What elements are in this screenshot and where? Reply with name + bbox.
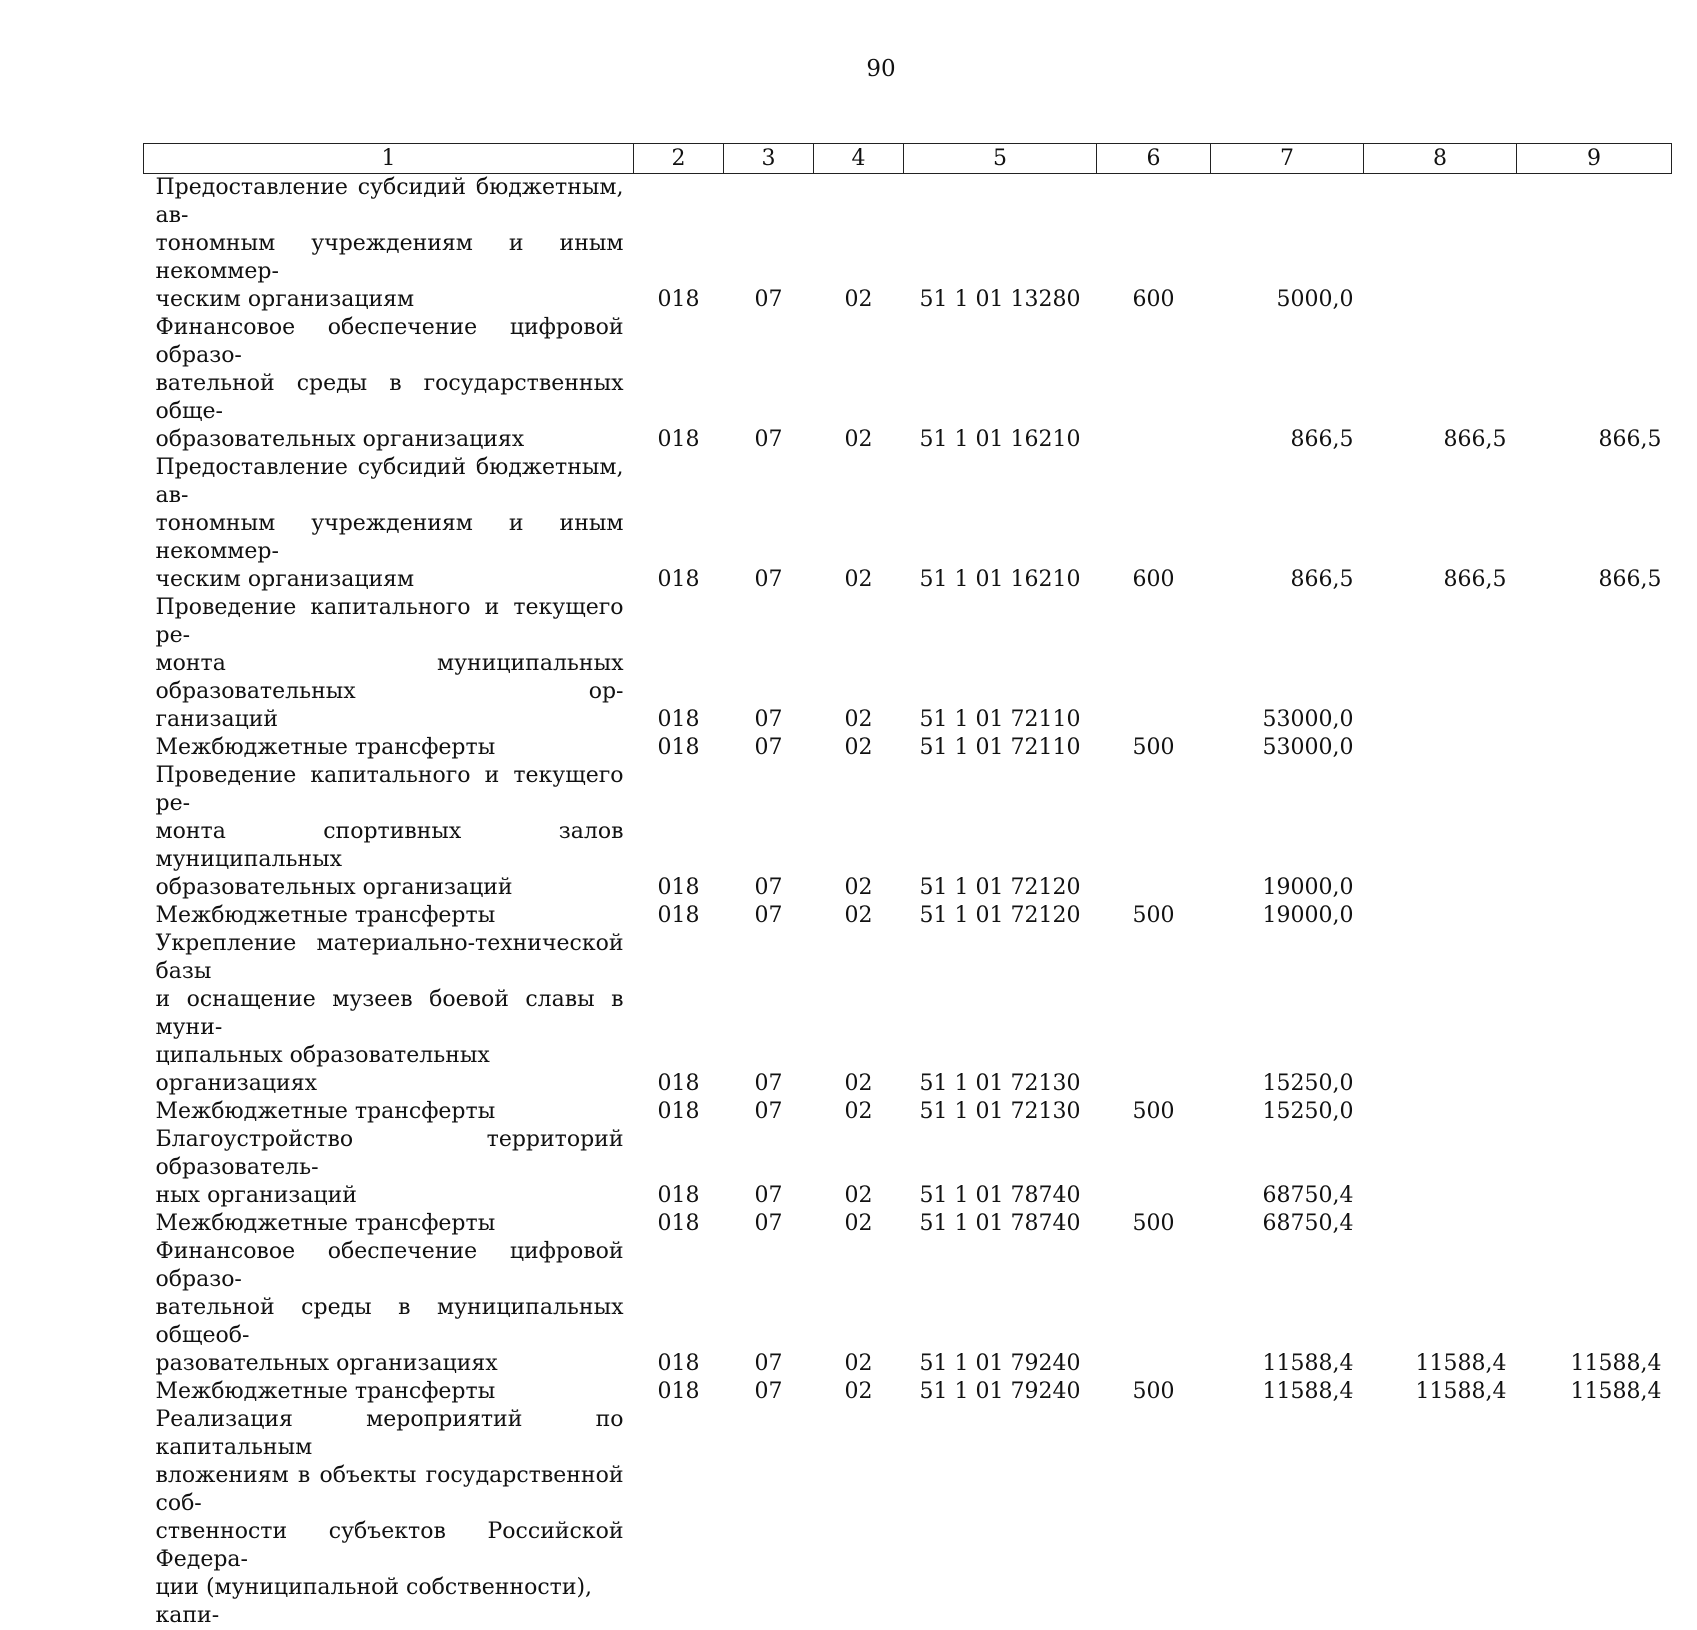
row-name-line: вательной среды в муниципальных общеоб-: [156, 1294, 624, 1350]
cell-expense-type: [1097, 930, 1211, 1098]
row-name-line: Межбюджетные трансферты: [156, 902, 624, 930]
cell-subsection: 07: [724, 1210, 814, 1238]
row-name: [144, 594, 634, 734]
table-body: [144, 174, 1672, 1630]
row-name-line: Межбюджетные трансферты: [156, 1378, 624, 1406]
cell-amount-7: 15250,0: [1211, 1098, 1364, 1126]
header-col-6: 6: [1097, 144, 1211, 174]
cell-amount-7: 19000,0: [1211, 902, 1364, 930]
row-name: [144, 902, 634, 930]
cell-amount-7: 11588,4: [1211, 1238, 1364, 1378]
cell-expense-type: [1097, 1238, 1211, 1378]
cell-amount-7: 11588,4: [1211, 1378, 1364, 1406]
cell-amount-8: [1364, 1210, 1517, 1238]
row-name-line: ции (муниципальной собственности), капи-: [156, 1574, 624, 1630]
cell-target-code: 51 1 01 79240: [904, 1378, 1097, 1406]
row-name-line: и оснащение музеев боевой славы в муни-: [156, 986, 624, 1042]
row-name-line: ческим организациям: [156, 566, 624, 594]
cell-group: 02: [814, 1210, 904, 1238]
row-name-line: Проведение капитального и текущего ре-: [156, 594, 624, 650]
budget-table: [143, 143, 1672, 1630]
row-name-line: Укрепление материально-технической базы: [156, 930, 624, 986]
cell-amount-9: [1517, 594, 1672, 734]
cell-amount-8: [1364, 594, 1517, 734]
cell-amount-9: [1517, 762, 1672, 902]
cell-subsection: 07: [724, 174, 814, 315]
row-name: [144, 1406, 634, 1630]
cell-amount-9: [1517, 1098, 1672, 1126]
page-number: 90: [0, 56, 1697, 82]
cell-group: [814, 1406, 904, 1630]
cell-expense-type: 500: [1097, 734, 1211, 762]
row-name: [144, 174, 634, 315]
row-name-line: Реализация мероприятий по капитальным: [156, 1406, 624, 1462]
cell-target-code: 51 1 01 72130: [904, 1098, 1097, 1126]
cell-target-code: 51 1 01 72120: [904, 762, 1097, 902]
header-row: [144, 144, 1672, 174]
row-name-line: вательной среды в государственных обще-: [156, 370, 624, 426]
cell-amount-8: 11588,4: [1364, 1378, 1517, 1406]
cell-group: 02: [814, 1378, 904, 1406]
cell-expense-type: 500: [1097, 902, 1211, 930]
cell-expense-type: [1097, 594, 1211, 734]
header-col-9: 9: [1517, 144, 1672, 174]
row-name-line: ципальных образовательных организациях: [156, 1042, 624, 1098]
table-row: [144, 902, 1672, 930]
row-name: [144, 930, 634, 1098]
row-name: [144, 314, 634, 454]
cell-subsection: 07: [724, 1378, 814, 1406]
row-name-line: ганизаций: [156, 706, 624, 734]
cell-subsection: [724, 1406, 814, 1630]
cell-section: 018: [634, 1238, 724, 1378]
table-row: [144, 1406, 1672, 1630]
cell-amount-8: [1364, 734, 1517, 762]
table-header: [144, 144, 1672, 174]
cell-amount-9: [1517, 1406, 1672, 1630]
cell-amount-8: [1364, 902, 1517, 930]
cell-subsection: 07: [724, 314, 814, 454]
cell-amount-8: 11588,4: [1364, 1238, 1517, 1378]
cell-group: 02: [814, 1126, 904, 1210]
header-col-1: 1: [144, 144, 634, 174]
row-name: [144, 762, 634, 902]
row-name-line: ных организаций: [156, 1182, 624, 1210]
cell-section: 018: [634, 762, 724, 902]
cell-expense-type: 600: [1097, 174, 1211, 315]
cell-target-code: 51 1 01 78740: [904, 1126, 1097, 1210]
cell-subsection: 07: [724, 762, 814, 902]
row-name: [144, 1098, 634, 1126]
cell-subsection: 07: [724, 734, 814, 762]
cell-group: 02: [814, 1098, 904, 1126]
row-name: [144, 1238, 634, 1378]
cell-amount-7: 866,5: [1211, 314, 1364, 454]
cell-section: 018: [634, 174, 724, 315]
cell-subsection: 07: [724, 1238, 814, 1378]
cell-group: 02: [814, 594, 904, 734]
cell-amount-9: [1517, 734, 1672, 762]
table-row: [144, 454, 1672, 594]
cell-expense-type: [1097, 1406, 1211, 1630]
cell-section: 018: [634, 454, 724, 594]
row-name-line: образовательных организациях: [156, 426, 624, 454]
row-name-line: Предоставление субсидий бюджетным, ав-: [156, 454, 624, 510]
row-name-line: ческим организациям: [156, 286, 624, 314]
cell-amount-9: [1517, 902, 1672, 930]
row-name-line: Финансовое обеспечение цифровой образо-: [156, 314, 624, 370]
cell-section: [634, 1406, 724, 1630]
row-name-line: образовательных организаций: [156, 874, 624, 902]
table-row: [144, 762, 1672, 902]
cell-section: 018: [634, 1210, 724, 1238]
row-name: [144, 454, 634, 594]
cell-group: 02: [814, 902, 904, 930]
cell-subsection: 07: [724, 594, 814, 734]
cell-section: 018: [634, 1098, 724, 1126]
cell-amount-7: 53000,0: [1211, 594, 1364, 734]
cell-target-code: 51 1 01 16210: [904, 314, 1097, 454]
cell-target-code: 51 1 01 72110: [904, 734, 1097, 762]
cell-target-code: [904, 1406, 1097, 1630]
table-row: [144, 1126, 1672, 1210]
header-col-8: 8: [1364, 144, 1517, 174]
row-name-line: Предоставление субсидий бюджетным, ав-: [156, 174, 624, 230]
header-col-2: 2: [634, 144, 724, 174]
cell-amount-7: 866,5: [1211, 454, 1364, 594]
cell-target-code: 51 1 01 72130: [904, 930, 1097, 1098]
table-row: [144, 594, 1672, 734]
header-col-5: 5: [904, 144, 1097, 174]
cell-target-code: 51 1 01 16210: [904, 454, 1097, 594]
cell-amount-9: 11588,4: [1517, 1238, 1672, 1378]
cell-group: 02: [814, 734, 904, 762]
cell-section: 018: [634, 734, 724, 762]
cell-amount-9: [1517, 1210, 1672, 1238]
table-row: [144, 930, 1672, 1098]
row-name-line: Проведение капитального и текущего ре-: [156, 762, 624, 818]
cell-amount-8: 866,5: [1364, 454, 1517, 594]
cell-expense-type: 500: [1097, 1098, 1211, 1126]
table-row: [144, 314, 1672, 454]
cell-amount-7: 5000,0: [1211, 174, 1364, 315]
cell-expense-type: 500: [1097, 1210, 1211, 1238]
cell-amount-7: 68750,4: [1211, 1210, 1364, 1238]
table-row: [144, 734, 1672, 762]
cell-section: 018: [634, 930, 724, 1098]
cell-target-code: 51 1 01 79240: [904, 1238, 1097, 1378]
row-name-line: Финансовое обеспечение цифровой образо-: [156, 1238, 624, 1294]
cell-amount-7: 15250,0: [1211, 930, 1364, 1098]
cell-group: 02: [814, 930, 904, 1098]
cell-section: 018: [634, 1126, 724, 1210]
cell-amount-7: 68750,4: [1211, 1126, 1364, 1210]
row-name: [144, 1210, 634, 1238]
row-name: [144, 1126, 634, 1210]
row-name-line: Межбюджетные трансферты: [156, 1098, 624, 1126]
table-row: [144, 1210, 1672, 1238]
cell-target-code: 51 1 01 13280: [904, 174, 1097, 315]
row-name-line: ственности субъектов Российской Федера-: [156, 1518, 624, 1574]
cell-amount-9: 866,5: [1517, 454, 1672, 594]
cell-amount-9: 11588,4: [1517, 1378, 1672, 1406]
cell-target-code: 51 1 01 78740: [904, 1210, 1097, 1238]
cell-amount-8: [1364, 1098, 1517, 1126]
cell-group: 02: [814, 454, 904, 594]
row-name: [144, 1378, 634, 1406]
cell-group: 02: [814, 762, 904, 902]
cell-subsection: 07: [724, 454, 814, 594]
cell-amount-7: 19000,0: [1211, 762, 1364, 902]
cell-section: 018: [634, 902, 724, 930]
cell-section: 018: [634, 314, 724, 454]
header-col-3: 3: [724, 144, 814, 174]
cell-target-code: 51 1 01 72120: [904, 902, 1097, 930]
cell-subsection: 07: [724, 902, 814, 930]
cell-amount-9: 866,5: [1517, 314, 1672, 454]
cell-amount-8: 866,5: [1364, 314, 1517, 454]
row-name-line: Благоустройство территорий образователь-: [156, 1126, 624, 1182]
table-row: [144, 1378, 1672, 1406]
cell-amount-9: [1517, 1126, 1672, 1210]
cell-expense-type: [1097, 314, 1211, 454]
header-col-7: 7: [1211, 144, 1364, 174]
cell-amount-9: [1517, 930, 1672, 1098]
cell-amount-7: 53000,0: [1211, 734, 1364, 762]
cell-amount-8: [1364, 762, 1517, 902]
cell-group: 02: [814, 174, 904, 315]
cell-amount-7: [1211, 1406, 1364, 1630]
cell-amount-8: [1364, 930, 1517, 1098]
cell-amount-8: [1364, 1126, 1517, 1210]
cell-section: 018: [634, 594, 724, 734]
cell-expense-type: [1097, 762, 1211, 902]
row-name-line: разовательных организациях: [156, 1350, 624, 1378]
row-name-line: Межбюджетные трансферты: [156, 734, 624, 762]
cell-target-code: 51 1 01 72110: [904, 594, 1097, 734]
cell-amount-9: [1517, 174, 1672, 315]
row-name-line: монта спортивных залов муниципальных: [156, 818, 624, 874]
row-name-line: монта муниципальных образовательных ор-: [156, 650, 624, 706]
header-col-4: 4: [814, 144, 904, 174]
cell-group: 02: [814, 314, 904, 454]
cell-expense-type: [1097, 1126, 1211, 1210]
cell-subsection: 07: [724, 1126, 814, 1210]
table-row: [144, 174, 1672, 315]
table-row: [144, 1238, 1672, 1378]
row-name: [144, 734, 634, 762]
cell-subsection: 07: [724, 930, 814, 1098]
cell-subsection: 07: [724, 1098, 814, 1126]
cell-amount-8: [1364, 1406, 1517, 1630]
cell-expense-type: 600: [1097, 454, 1211, 594]
row-name-line: тономным учреждениям и иным некоммер-: [156, 510, 624, 566]
row-name-line: вложениям в объекты государственной соб-: [156, 1462, 624, 1518]
row-name-line: Межбюджетные трансферты: [156, 1210, 624, 1238]
cell-expense-type: 500: [1097, 1378, 1211, 1406]
table-row: [144, 1098, 1672, 1126]
row-name-line: тономным учреждениям и иным некоммер-: [156, 230, 624, 286]
cell-group: 02: [814, 1238, 904, 1378]
cell-amount-8: [1364, 174, 1517, 315]
cell-section: 018: [634, 1378, 724, 1406]
